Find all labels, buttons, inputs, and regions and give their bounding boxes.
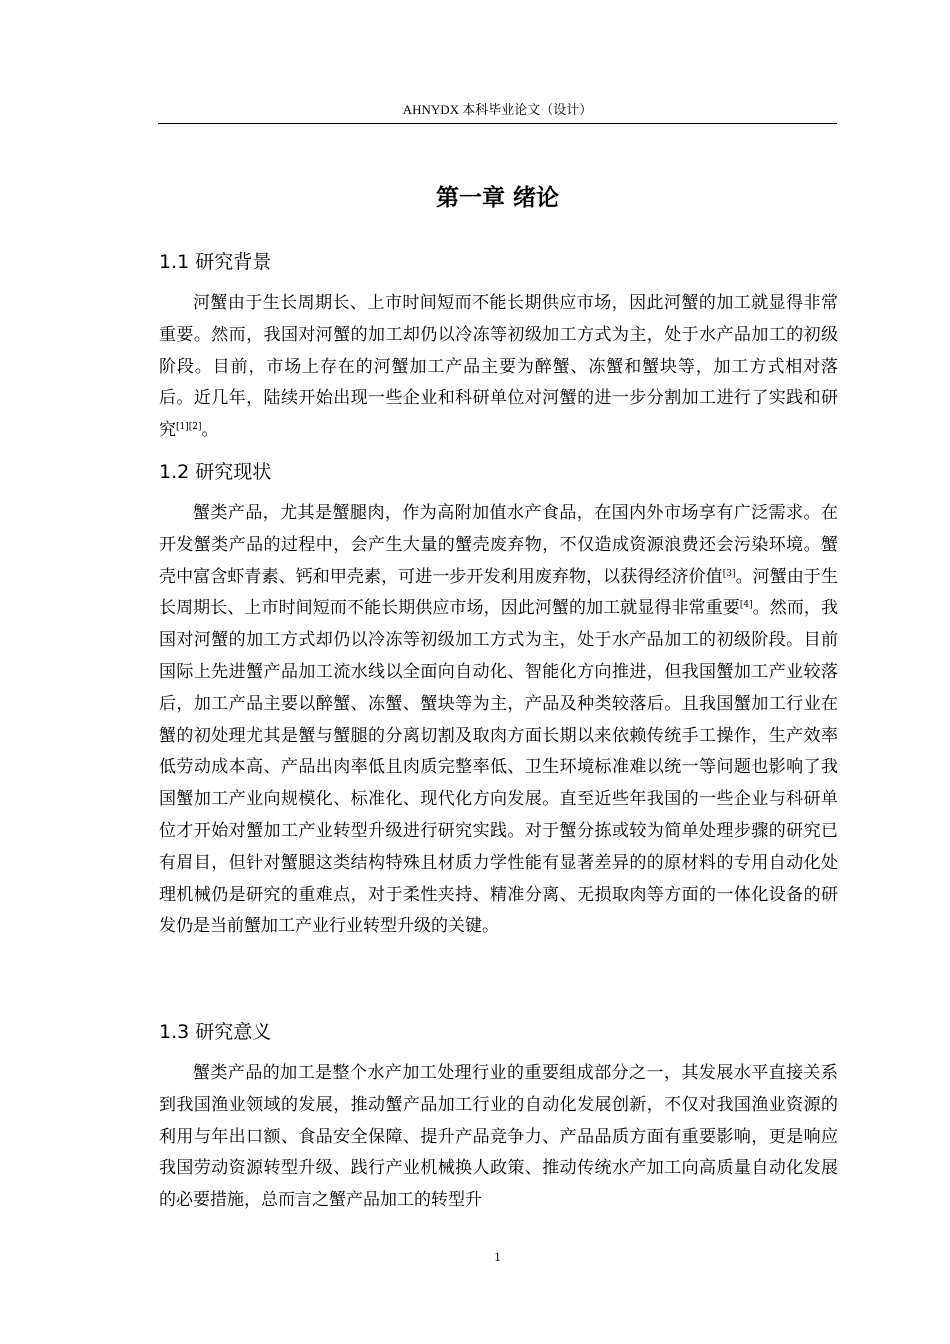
section-heading-1-2: 1.2 研究现状 [159, 461, 272, 483]
text-run: 蟹类产品，尤其是蟹腿肉，作为高附加值水产食品，在国内外市场享有广泛需求。在开发蟹类产品的过程中，会产生大量的蟹壳废弃物，不仅造成资源浪费还会污染环境。蟹壳中富含虾青素、钙和甲壳素，可进一步开发利用废弃物，以获得经济价值 [159, 503, 838, 587]
section-heading-1-1: 1.1 研究背景 [159, 251, 272, 273]
chapter-title: 第一章 绪论 [435, 185, 559, 211]
page-number: 1 [494, 1249, 501, 1264]
text-run: 。河蟹由于生长周期长、上市时间短而不能长期供应市场，因此河蟹的加工就显得非常重要 [159, 566, 838, 619]
citation: [4] [739, 600, 753, 611]
text-run: 。 [201, 420, 219, 441]
running-header: AHNYDX 本科毕业论文（设计） [402, 102, 593, 117]
section-paragraph-1-2 [159, 498, 838, 943]
section-paragraph-1-3 [159, 1058, 838, 1217]
text-run: 。然而，我国对河蟹的加工方式却仍以冷冻等初级加工方式为主，处于水产品加工的初级阶段。目前国际上先进蟹产品加工流水线以全面向自动化、智能化方向推进，但我国蟹加工产业较落后，加工产品主要以醉蟹、冻蟹、蟹块等为主，产品及种类较落后。且我国蟹加工行业在蟹的初处理尤其是蟹与蟹腿的分离切割及取肉方面长期以来依赖传统手工操作，生产效率低劳动成本高、产品出肉率低且肉质完整率低、卫生环境标准难以统一等问题也影响了我国蟹加工产业向规模化、标准化、现代化方向发展。直至近些年我国的一些企业与科研单位才开始对蟹加工产业转型升级进行研究实践。对于蟹分拣或较为简单处理步骤的研究已有眉目，但针对蟹腿这类结构特殊且材质力学性能有显著差异的的原材料的专用自动化处理机械仍是研究的重难点，对于柔性夹持、精准分离、无损取肉等方面的一体化设备的研发仍是当前蟹加工产业行业转型升级的关键。 [159, 598, 839, 937]
text-run: 河蟹由于生长周期长、上市时间短而不能长期供应市场，因此河蟹的加工就显得非常重要。然而，我国对河蟹的加工却仍以冷冻等初级加工方式为主，处于水产品加工的初级阶段。目前，市场上存在的河蟹加工产品主要为醉蟹、冻蟹和蟹块等，加工方式相对落后。近几年，陆续开始出现一些企业和科研单位对河蟹的进一步分割加工进行了实践和研究 [159, 293, 838, 441]
section-paragraph-1-1 [159, 288, 838, 447]
section-heading-1-3: 1.3 研究意义 [159, 1021, 272, 1043]
citation: [1][2] [176, 422, 202, 433]
citation: [3] [722, 568, 736, 579]
header-rule [158, 123, 837, 124]
text-run: 蟹类产品的加工是整个水产加工处理行业的重要组成部分之一，其发展水平直接关系到我国渔业领域的发展，推动蟹产品加工行业的自动化发展创新，不仅对我国渔业资源的利用与年出口额、食品安全保障、提升产品竞争力、产品品质方面有重要影响，更是响应我国劳动资源转型升级、践行产业机械换人政策、推动传统水产加工向高质量自动化发展的必要措施，总而言之蟹产品加工的转型升 [159, 1063, 838, 1211]
